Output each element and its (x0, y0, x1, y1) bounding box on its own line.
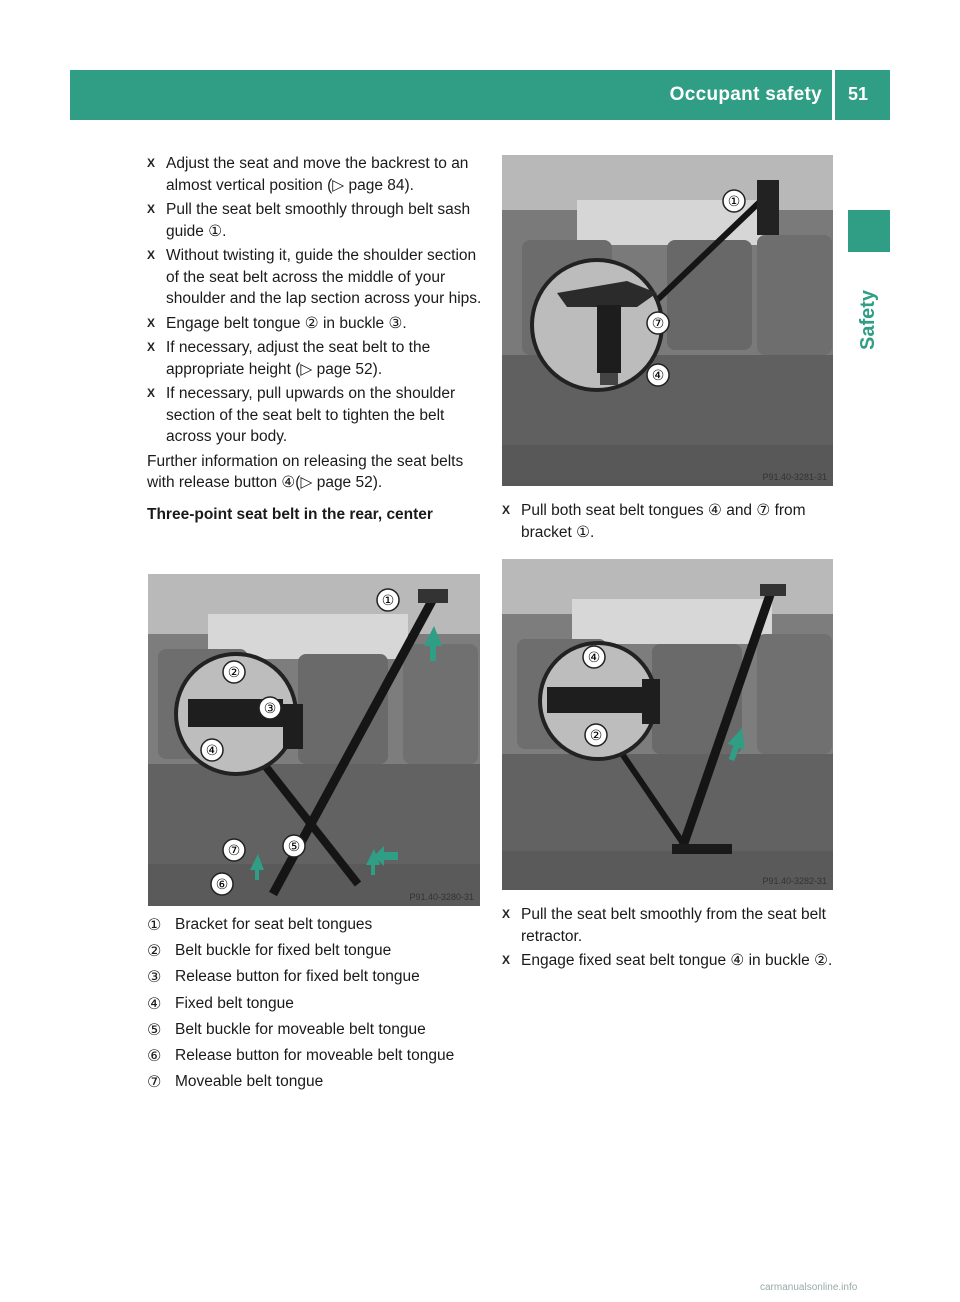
right-column-upper (502, 500, 834, 546)
step-arrow-icon: X (147, 386, 156, 400)
figure-callout-label: ⑦ (227, 843, 241, 859)
legend-item: ⑦ Moveable belt tongue (147, 1073, 324, 1092)
seat-belt-figure-2 (502, 155, 833, 486)
instruction-step: X Adjust the seat and move the backrest to an almost vertical position (▷ page 84). (147, 155, 469, 194)
instruction-step: X Pull the seat belt smoothly from the seat belt retractor. (502, 906, 826, 945)
further-info-text: Further information on releasing the seat belts with release button ④(▷ page 52). (147, 452, 464, 491)
figure-callout-label: ⑤ (287, 839, 301, 855)
figure-code: P91.40-3282-31 (762, 876, 827, 886)
legend-item: ⑤ Belt buckle for moveable belt tongue (147, 1020, 426, 1039)
header-divider (832, 70, 835, 120)
instruction-step: X Pull the seat belt smoothly through belt sash guide ①. (147, 201, 471, 240)
figure-callout-label: ④ (587, 650, 601, 666)
section-side-label: Safety (857, 289, 879, 350)
figure-callout-label: ① (381, 593, 395, 609)
seat-belt-figure-1 (148, 574, 480, 906)
step-arrow-icon: X (147, 340, 156, 354)
step-arrow-icon: X (147, 315, 156, 330)
page-number: 51 (847, 84, 869, 104)
step-arrow-icon: X (502, 503, 511, 517)
figure-legend (147, 914, 487, 1097)
legend-item: ② Belt buckle for fixed belt tongue (147, 942, 392, 961)
step-arrow-icon: X (147, 202, 156, 216)
figure-code: P91.40-3280-31 (409, 892, 474, 902)
footer-watermark: carmanualsonline.info (760, 1282, 858, 1293)
legend-item: ③ Release button for fixed belt tongue (147, 968, 420, 987)
step-arrow-icon: X (502, 907, 511, 921)
seat-belt-figure-3 (502, 559, 833, 890)
step-arrow-icon: X (502, 953, 511, 967)
page-title: Occupant safety (669, 84, 822, 105)
left-column (147, 153, 482, 525)
instruction-step: X If necessary, pull upwards on the shoulder section of the seat belt to tighten the belt across your body. (147, 385, 456, 445)
instruction-step: X Engage fixed seat belt tongue ④ in buckle ②. (502, 950, 834, 972)
figure-callout-label: ② (589, 728, 603, 744)
instruction-step: X Engage belt tongue ② in buckle ③. (147, 313, 482, 335)
right-column-lower (502, 904, 834, 975)
section-tab-marker (848, 210, 890, 252)
seat-belt-figure-2-drawing (502, 155, 833, 486)
figure-callout-label: ⑦ (651, 316, 665, 332)
seat-belt-figure-3-drawing (502, 559, 833, 890)
figure-code: P91.40-3281-31 (762, 472, 827, 482)
legend-item: ① Bracket for seat belt tongues (147, 916, 373, 934)
seat-belt-figure-1-drawing (148, 574, 480, 906)
legend-item: ④ Fixed belt tongue (147, 994, 294, 1013)
figure-callout-label: ④ (205, 743, 219, 759)
figure-callout-label: ③ (263, 701, 277, 717)
step-arrow-icon: X (147, 248, 156, 262)
figure-callout-label: ② (227, 665, 241, 681)
figure-callout-label: ④ (651, 368, 665, 384)
instruction-step: X Without twisting it, guide the shoulder section of the seat belt across the middle of your shoulder and the lap section across your hips. (147, 247, 482, 307)
instruction-step: X Pull both seat belt tongues ④ and ⑦ from bracket ①. (502, 502, 806, 541)
instruction-step: X If necessary, adjust the seat belt to the appropriate height (▷ page 52). (147, 339, 431, 378)
legend-item: ⑥ Release button for moveable belt tongue (147, 1046, 455, 1065)
step-arrow-icon: X (147, 156, 156, 170)
section-heading: Three-point seat belt in the rear, center (147, 505, 433, 523)
figure-callout-label: ① (727, 194, 741, 210)
figure-callout-label: ⑥ (215, 877, 229, 893)
